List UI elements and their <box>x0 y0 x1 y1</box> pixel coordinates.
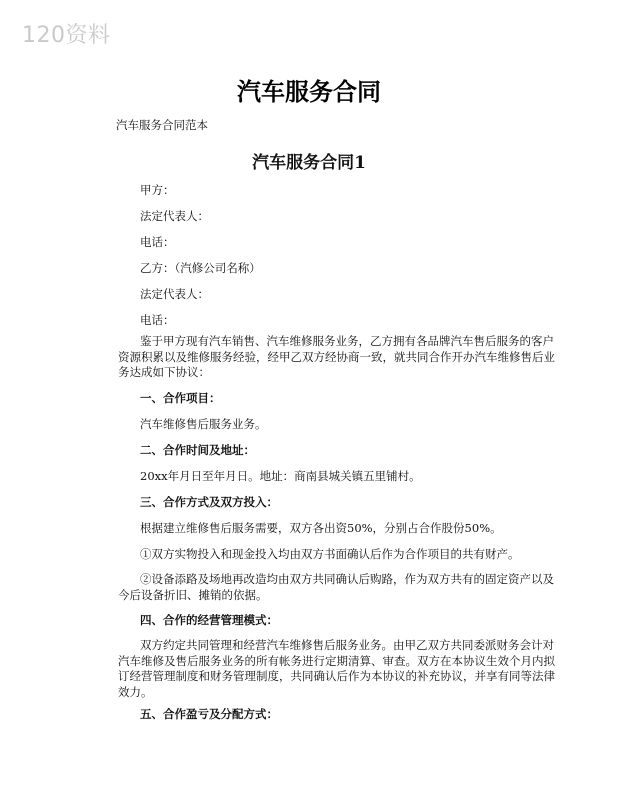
section-3-item-2: ②设备添路及场地再改造均由双方共同确认后购路，作为双方共有的固定资产以及今后设备折旧、摊销的依据。 <box>118 572 554 602</box>
section-2-text: 20xx年月日至年月日。地址：商南县城关镇五里铺村。 <box>140 469 421 483</box>
sample-label: 汽车服务合同范本 <box>116 118 208 132</box>
section-5-heading: 五、合作盈亏及分配方式： <box>140 707 278 721</box>
phone-a-line: 电话： <box>140 235 175 249</box>
section-3-heading: 三、合作方式及双方投入： <box>140 495 278 509</box>
document-title: 汽车服务合同 <box>237 78 381 106</box>
section-4-heading: 四、合作的经营管理模式： <box>140 613 278 627</box>
watermark-logo: 120资料 <box>22 23 111 48</box>
legal-rep-b-line: 法定代表人： <box>140 287 209 301</box>
section-3-item-1: ①双方实物投入和现金投入均由双方书面确认后作为合作项目的共有财产。 <box>140 547 520 561</box>
section-4-text: 双方约定共同管理和经营汽车维修售后服务业务。由甲乙双方共同委派财务会计对汽车维修及售后服务业务的所有帐务进行定期清算、审查。双方在本协议生效个月内拟订经营管理制度和财务管理制度，共同确认后作为本协议的补充协议，并享有同等法律效力。 <box>118 638 555 699</box>
section-3-text: 根据建立维修售后服务需要，双方各出资50%，分别占合作股份50%。 <box>140 521 502 535</box>
section-1-text: 汽车维修售后服务业务。 <box>140 417 267 431</box>
contract-title: 汽车服务合同1 <box>252 153 366 173</box>
section-1-heading: 一、合作项目： <box>140 391 221 405</box>
intro-paragraph: 鉴于甲方现有汽车销售、汽车维修服务业务，乙方拥有各品牌汽车售后服务的客户资源积累以及维修服务经验，经甲乙双方经协商一致，就共同合作开办汽车维修售后业务达成如下协议： <box>118 334 555 379</box>
legal-rep-a-line: 法定代表人： <box>140 209 209 223</box>
section-2-heading: 二、合作时间及地址： <box>140 443 255 457</box>
party-b-line: 乙方：（汽修公司名称） <box>140 261 261 275</box>
party-a-line: 甲方： <box>140 183 175 197</box>
phone-b-line: 电话： <box>140 313 175 327</box>
